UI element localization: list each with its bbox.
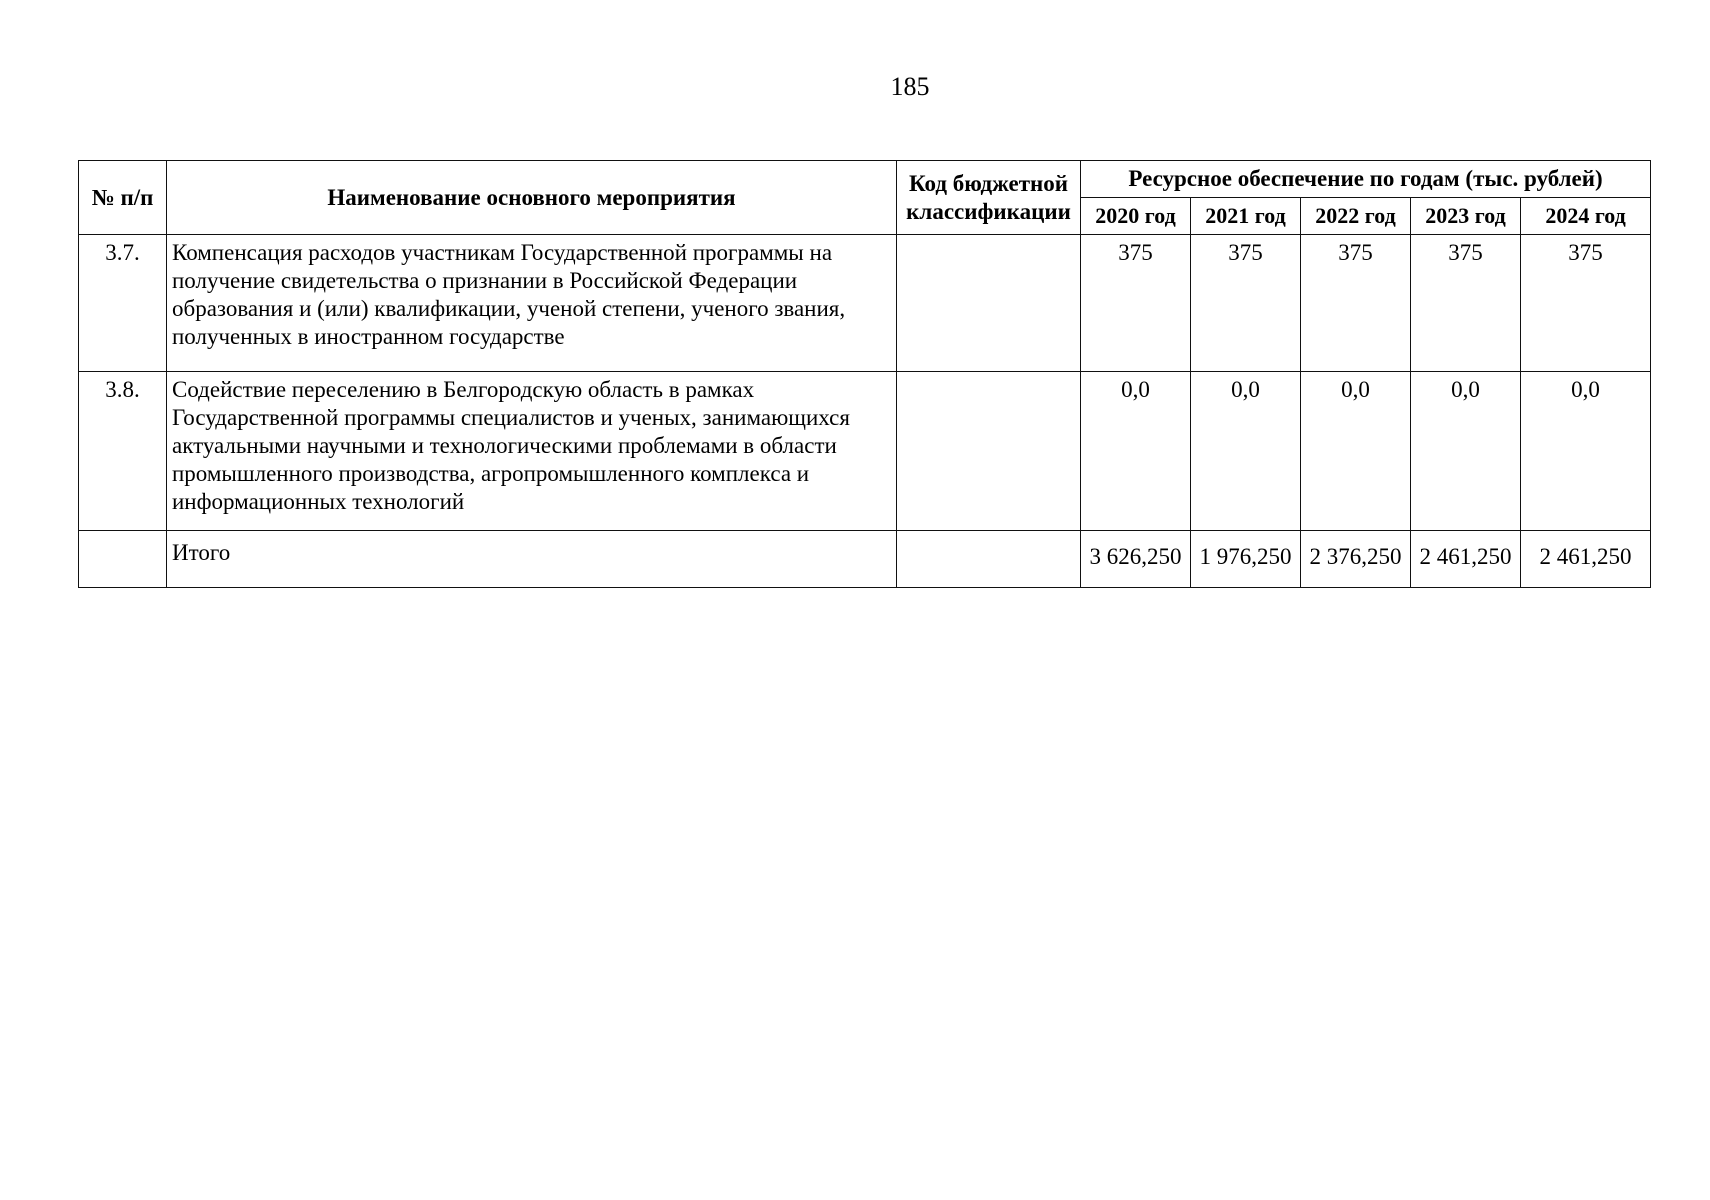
row-value-2022: 0,0 <box>1301 372 1411 531</box>
row-value-2023: 0,0 <box>1411 372 1521 531</box>
budget-table <box>78 160 1651 588</box>
row-name: Содействие переселению в Белгородскую область в рамках Государственной программы специалистов и ученых, занимающихся актуальными научными и технологическими проблемами в области промышленного производства, агропромышленного комплекса и информационных технологий <box>167 372 897 531</box>
row-code <box>897 372 1081 531</box>
header-resources: Ресурсное обеспечение по годам (тыс. рублей) <box>1081 161 1651 198</box>
total-code <box>897 531 1081 588</box>
total-value-2020: 3 626,250 <box>1081 531 1191 588</box>
row-value-2022: 375 <box>1301 235 1411 372</box>
header-year-2021: 2021 год <box>1191 198 1301 235</box>
total-num <box>79 531 167 588</box>
total-label: Итого <box>167 531 897 588</box>
header-year-2022: 2022 год <box>1301 198 1411 235</box>
row-value-2024: 375 <box>1521 235 1651 372</box>
row-value-2023: 375 <box>1411 235 1521 372</box>
row-num: 3.7. <box>79 235 167 372</box>
total-value-2024: 2 461,250 <box>1521 531 1651 588</box>
header-year-2024: 2024 год <box>1521 198 1651 235</box>
header-num: № п/п <box>79 161 167 235</box>
row-value-2021: 0,0 <box>1191 372 1301 531</box>
row-value-2020: 0,0 <box>1081 372 1191 531</box>
table-row <box>79 372 1651 531</box>
row-value-2020: 375 <box>1081 235 1191 372</box>
page-number: 185 <box>890 72 930 101</box>
table-row <box>79 235 1651 372</box>
header-year-2020: 2020 год <box>1081 198 1191 235</box>
row-code <box>897 235 1081 372</box>
header-name: Наименование основного мероприятия <box>167 161 897 235</box>
header-row-1 <box>79 161 1651 198</box>
total-value-2022: 2 376,250 <box>1301 531 1411 588</box>
row-num: 3.8. <box>79 372 167 531</box>
header-code: Код бюджетной классификации <box>897 161 1081 235</box>
row-value-2021: 375 <box>1191 235 1301 372</box>
total-row <box>79 531 1651 588</box>
header-year-2023: 2023 год <box>1411 198 1521 235</box>
total-value-2023: 2 461,250 <box>1411 531 1521 588</box>
row-value-2024: 0,0 <box>1521 372 1651 531</box>
total-value-2021: 1 976,250 <box>1191 531 1301 588</box>
row-name: Компенсация расходов участникам Государственной программы на получение свидетельства о признании в Российской Федерации образования и (или) квалификации, ученой степени, ученого звания, полученных в иностранном государстве <box>167 235 897 372</box>
